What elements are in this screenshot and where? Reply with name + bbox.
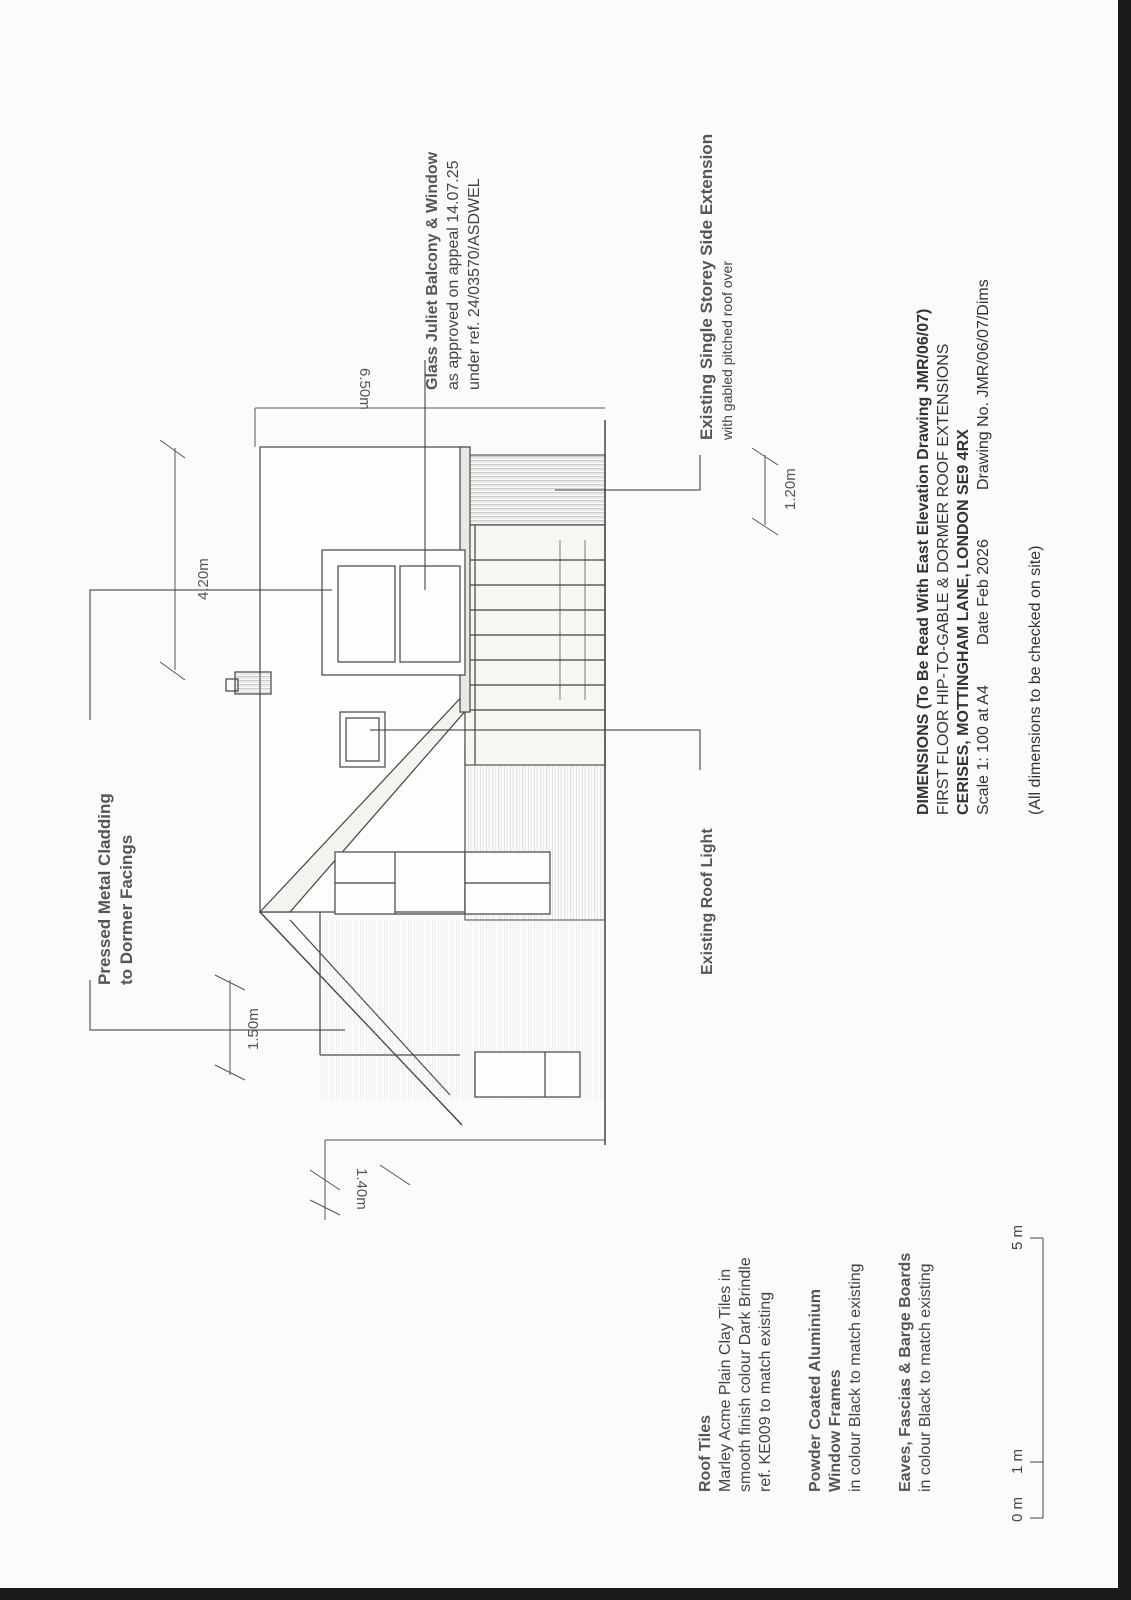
material-title: Roof Tiles: [697, 1414, 714, 1492]
sheet-border-bottom: [0, 1588, 1131, 1600]
material-line: in colour Black to match existing: [917, 1263, 934, 1492]
material-title: Window Frames: [827, 1369, 844, 1492]
title-line-1: DIMENSIONS (To Be Read With East Elevation Drawing JMR/06/07): [915, 308, 932, 815]
dimension-1-40: 1.40m: [353, 1168, 370, 1210]
annotation-title: Existing Single Storey Side Extension: [697, 133, 716, 440]
dimension-1-20: 1.20m: [782, 468, 799, 510]
balcony-window: [322, 550, 465, 675]
annotation-line: Existing Roof Light: [699, 828, 716, 975]
material-line: smooth finish colour Dark Brindle: [737, 1257, 754, 1492]
roof-light: [340, 712, 385, 767]
dimension-6-50: 6.50m: [356, 368, 373, 410]
title-block: [915, 279, 1044, 815]
title-scale: Scale 1: 100 at A4: [975, 685, 992, 815]
dormer-cladding-annotation: [95, 793, 136, 985]
material-line: Marley Acme Plain Clay Tiles in: [717, 1268, 734, 1492]
roof-light-annotation: [699, 828, 716, 975]
ground-window: [475, 1052, 580, 1097]
annotation-title: Glass Juliet Balcony & Window: [424, 151, 441, 390]
title-line-2: FIRST FLOOR HIP-TO-GABLE & DORMER ROOF EXTENSIONS: [935, 343, 952, 815]
annotation-line: to Dormer Facings: [117, 834, 136, 985]
title-note: (All dimensions to be checked on site): [1027, 545, 1044, 815]
chimney: [235, 672, 271, 694]
dimension-4-20: 4.20m: [195, 558, 212, 600]
annotation-line: Pressed Metal Cladding: [95, 793, 114, 985]
juliet-balcony-annotation: [424, 151, 483, 390]
scale-label-5: 5 m: [1009, 1224, 1026, 1250]
annotation-line: as approved on appeal 14.07.25: [445, 160, 462, 390]
title-line-3: CERISES, MOTTINGHAM LANE, LONDON SE9 4RX: [955, 429, 972, 815]
materials-notes: [697, 1253, 934, 1492]
dormer-body: [260, 447, 465, 912]
annotation-line: with gabled pitched roof over: [719, 261, 735, 440]
dimension-1-50: 1.50m: [245, 1008, 262, 1050]
material-line: ref. KE009 to match existing: [757, 1291, 774, 1492]
scale-bar: [1009, 1225, 1043, 1522]
scale-label-1: 1 m: [1009, 1448, 1026, 1474]
juliet-balcony-balusters: [465, 525, 605, 765]
title-drawing-no: Drawing No. JMR/06/07/Dims: [975, 279, 992, 490]
material-title: Powder Coated Aluminium: [807, 1289, 824, 1492]
scale-label-0: 0 m: [1009, 1496, 1026, 1522]
building-elevation: [226, 420, 605, 1145]
title-date: Date Feb 2026: [975, 539, 992, 645]
material-title: Eaves, Fascias & Barge Boards: [897, 1252, 914, 1492]
side-extension-annotation: [697, 134, 735, 441]
material-line: in colour Black to match existing: [847, 1263, 864, 1492]
annotation-line: under ref. 24/03570/ASDWEL: [466, 178, 483, 390]
sheet-border-right: [1118, 0, 1131, 1600]
